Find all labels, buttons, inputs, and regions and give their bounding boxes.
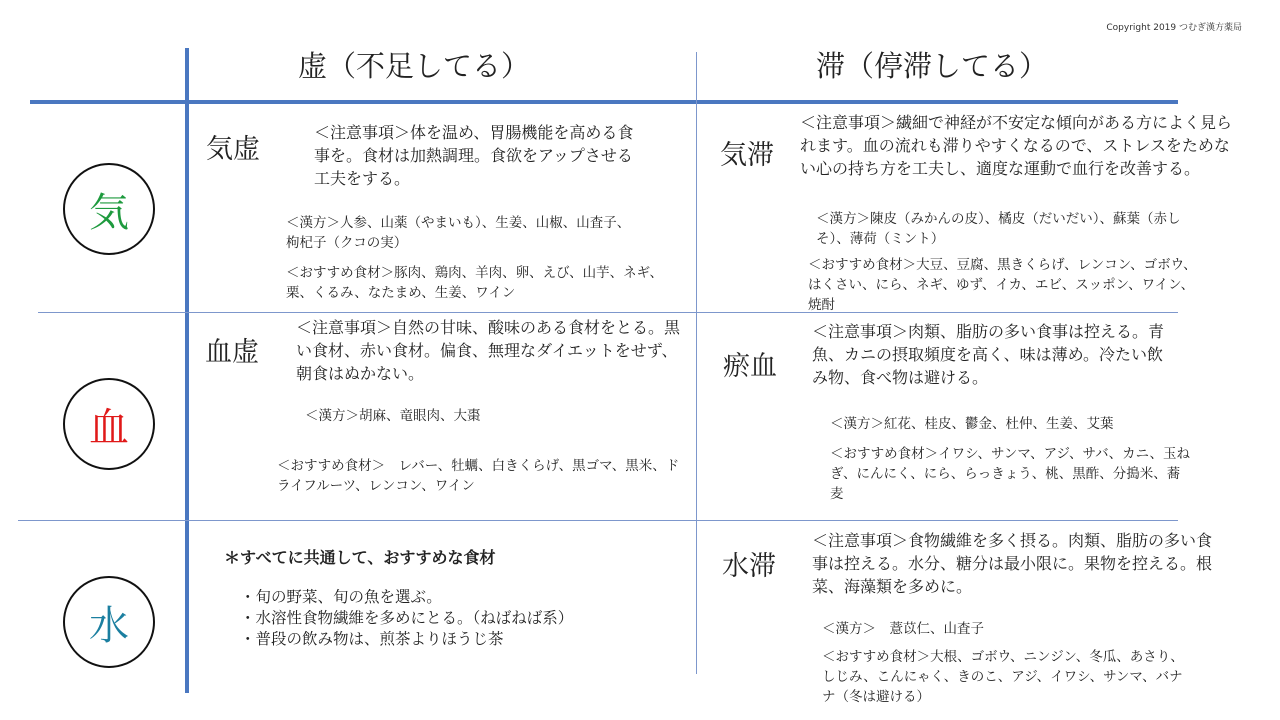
header-stagnation: 滞（停滞してる）: [816, 49, 1049, 83]
grid-line-horizontal-row2: [18, 520, 1178, 521]
kikyo-term: 気虚: [206, 134, 260, 165]
ki-circle: [63, 163, 155, 255]
kitai-foods: ＜おすすめ食材＞大豆、豆腐、黒きくらげ、レンコン、ゴボウ、はくさい、にら、ネギ、ゆず、イカ、エビ、スッポン、ワイン、焼酎: [808, 257, 1197, 313]
list-item: ・水溶性食物繊維を多めにとる。（ねばねば系）: [240, 609, 574, 627]
common-title: ＊すべてに共通して、おすすめな食材: [224, 548, 496, 567]
grid-line-vertical-middle: [696, 52, 697, 674]
kekkyo-foods: ＜おすすめ食材＞ レバー、牡蠣、白きくらげ、黒ゴマ、黒米、ドライフルーツ、レンコン、ワイン: [277, 458, 680, 494]
kekkyo-kampo: ＜漢方＞胡麻、竜眼肉、大棗: [305, 408, 481, 424]
suitai-note: ＜注意事項＞食物繊維を多く摂る。肉類、脂肪の多い食事は控える。水分、糖分は最小限に。果物を控える。根菜、海藻類を多めに。: [812, 531, 1213, 596]
common-list: [240, 587, 573, 650]
grid-line-vertical-main: [185, 48, 189, 693]
oketsu-kampo: ＜漢方＞紅花、桂皮、鬱金、杜仲、生姜、艾葉: [830, 416, 1114, 432]
oketsu-note: ＜注意事項＞肉類、脂肪の多い食事は控える。青魚、カニの摂取頻度を高く、味は薄め。冷たい飲み物、食べ物は避ける。: [812, 322, 1165, 387]
kikyo-kampo: ＜漢方＞人参、山薬（やまいも）、生姜、山椒、山査子、枸杞子（クコの実）: [286, 215, 631, 251]
list-item: ・旬の野菜、旬の魚を選ぶ。: [240, 588, 442, 606]
kekkyo-note: ＜注意事項＞自然の甘味、酸味のある食材をとる。黒い食材、赤い食材。偏食、無理なダイエットをせず、朝食はぬかない。: [296, 318, 681, 383]
kitai-term: 気滞: [720, 140, 774, 171]
kikyo-foods: ＜おすすめ食材＞豚肉、鶏肉、羊肉、卵、えび、山芋、ネギ、栗、くるみ、なたまめ、生姜、ワイン: [286, 265, 664, 301]
suitai-kampo: ＜漢方＞ 薏苡仁、山査子: [822, 621, 984, 637]
suitai-foods: ＜おすすめ食材＞大根、ゴボウ、ニンジン、冬瓜、あさり、しじみ、こんにゃく、きのこ、アジ、イワシ、サンマ、バナナ（冬は避ける）: [822, 649, 1184, 705]
sui-symbol: 水: [89, 602, 129, 649]
ketsu-circle: [63, 378, 155, 470]
list-item: ・普段の飲み物は、煎茶よりほうじ茶: [240, 630, 504, 648]
sui-circle: [63, 576, 155, 668]
suitai-term: 水滞: [722, 551, 776, 582]
kekkyo-term: 血虚: [205, 337, 259, 368]
oketsu-term: 瘀血: [723, 351, 777, 382]
grid-line-horizontal-main: [30, 100, 1178, 104]
oketsu-foods: ＜おすすめ食材＞イワシ、サンマ、アジ、サバ、カニ、玉ねぎ、にんにく、にら、らっきょう、桃、黒酢、分搗米、蕎麦: [830, 446, 1191, 502]
kikyo-note: ＜注意事項＞体を温め、胃腸機能を高める食事を。食材は加熱調理。食欲をアップさせる工夫をする。: [314, 123, 634, 188]
header-deficiency: 虚（不足してる）: [298, 49, 531, 83]
kitai-kampo: ＜漢方＞陳皮（みかんの皮）、橘皮（だいだい）、蘇葉（赤しそ）、薄荷（ミント）: [816, 211, 1181, 247]
ki-symbol: 気: [89, 189, 129, 236]
copyright-text: Copyright 2019 つむぎ漢方薬局: [1106, 23, 1242, 33]
ketsu-symbol: 血: [89, 404, 129, 451]
kitai-note: ＜注意事項＞繊細で神経が不安定な傾向がある方によく見られます。血の流れも滞りやすくなるので、ストレスをためない心の持ち方を工夫し、適度な運動で血行を改善する。: [800, 113, 1233, 178]
